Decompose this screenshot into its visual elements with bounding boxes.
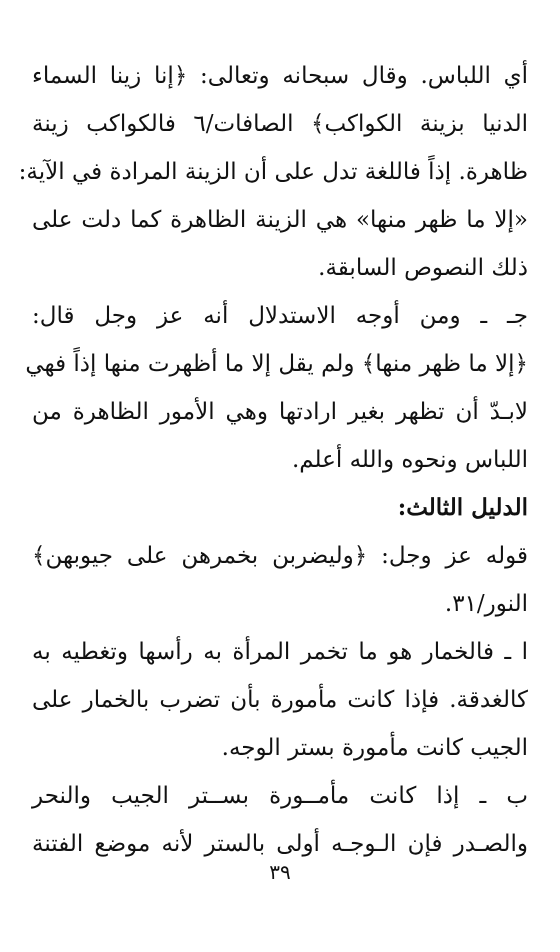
text-line: الجيب كانت مأمورة بستر الوجه.	[221, 735, 528, 761]
page-number: ٣٩	[269, 860, 291, 884]
text-line: جـ ـ ومن أوجه الاستدلال أنه عز وجل قال:	[32, 303, 528, 329]
text-line: ﴿إلا ما ظهر منها﴾ ولم يقل إلا ما أظهرت منها إذاً فهي	[25, 351, 528, 377]
text-line: النور/٣١.	[444, 591, 528, 617]
text-line: اللباس ونحوه والله أعلم.	[291, 447, 528, 473]
section-heading: الدليل الثالث:	[397, 494, 528, 521]
page-body	[18, 52, 529, 868]
text-line: أي اللباس. وقال سبحانه وتعالى: ﴿إنا زينا السماء	[32, 63, 528, 89]
text-line: «إلا ما ظهر منها» هي الزينة الظاهرة كما دلت على	[32, 207, 528, 233]
text-line: الدنيا بزينة الكواكب﴾ الصافات/٦ فالكواكب زينة	[32, 111, 529, 137]
text-line: ا ـ فالخمار هو ما تخمر المرأة به رأسها وتغطيه به	[32, 639, 528, 665]
text-line: لابـدّ أن تظهر بغير ارادتها وهي الأمور الظاهرة من	[32, 399, 528, 425]
text-line: ذلك النصوص السابقة.	[318, 255, 528, 281]
text-line: ظاهرة. إذاً فاللغة تدل على أن الزينة المرادة في الآية:	[18, 159, 528, 185]
text-line: ب ـ إذا كانت مأمــورة بســتر الجيب والنحر	[32, 783, 528, 809]
text-line: والصـدر فإن الـوجـه أولى بالستر لأنه موضع الفتنة	[32, 831, 528, 857]
text-line: كالغدقة. فإذا كانت مأمورة بأن تضرب بالخمار على	[32, 687, 528, 713]
text-line: قوله عز وجل: ﴿وليضربن بخمرهن على جيوبهن﴾	[32, 543, 528, 569]
